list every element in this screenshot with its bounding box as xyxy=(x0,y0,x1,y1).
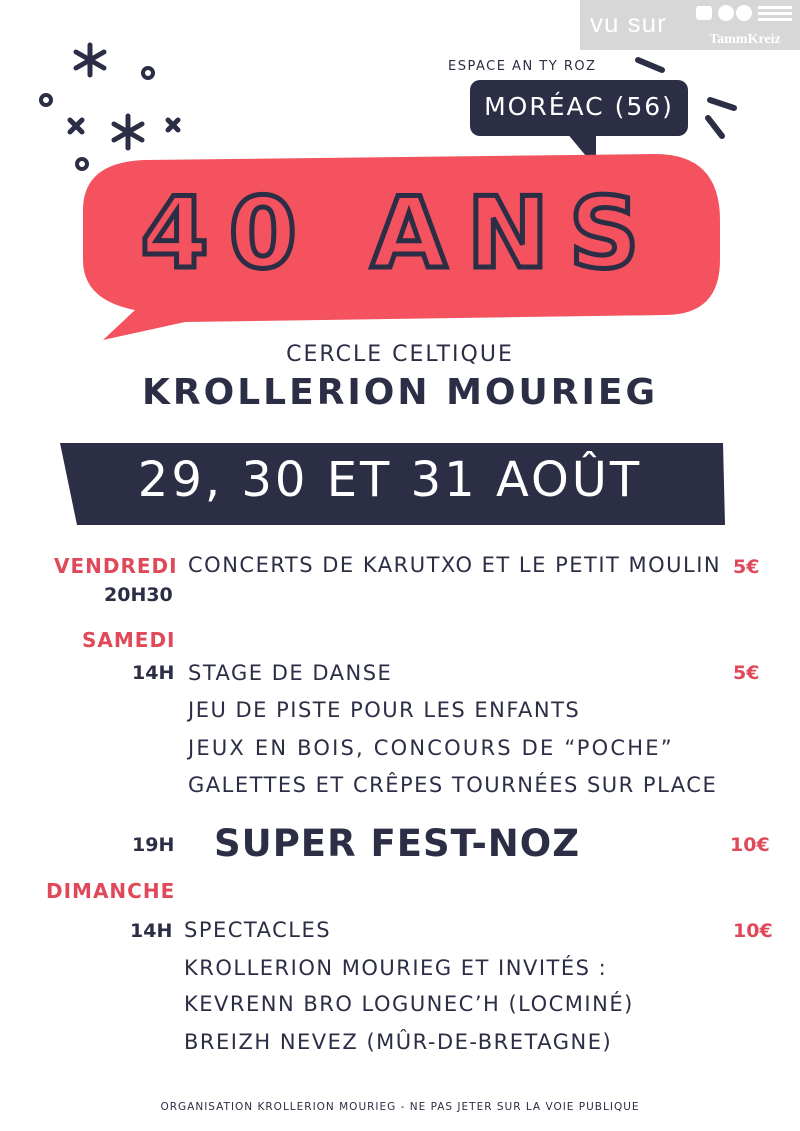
time-vendredi: 20H30 xyxy=(104,584,173,606)
anniversary-title: 40 ANS xyxy=(140,177,660,291)
day-vendredi: VENDREDI xyxy=(54,554,178,578)
price-vendredi: 5€ xyxy=(733,556,760,578)
activity-dimanche-4: BREIZH NEVEZ (MÛR-DE-BRETAGNE) xyxy=(184,1030,613,1054)
time-dimanche: 14H xyxy=(130,920,173,942)
watermark-prefix: vu sur xyxy=(590,8,667,38)
venue-label: ESPACE AN TY ROZ xyxy=(448,59,597,74)
footer-note: ORGANISATION KROLLERION MOURIEG - NE PAS JETER SUR LA VOIE PUBLIQUE xyxy=(160,1101,640,1113)
price-dimanche: 10€ xyxy=(733,920,773,942)
event-dates: 29, 30 ET 31 AOÛT xyxy=(137,452,643,508)
activity-dimanche-2: KROLLERION MOURIEG ET INVITÉS : xyxy=(184,956,608,980)
activity-samedi-4: GALETTES ET CRÊPES TOURNÉES SUR PLACE xyxy=(188,773,718,797)
day-samedi: SAMEDI xyxy=(82,628,176,652)
club-name: KROLLERION MOURIEG xyxy=(142,372,658,413)
activity-samedi-3: JEUX EN BOIS, CONCOURS DE “POCHE” xyxy=(188,736,674,760)
activity-samedi-2: JEU DE PISTE POUR LES ENFANTS xyxy=(188,698,581,722)
price-samedi-afternoon: 5€ xyxy=(733,662,760,684)
activity-dimanche-3: KEVRENN BRO LOGUNEC’H (LOCMINÉ) xyxy=(184,992,634,1016)
watermark-brand: TammKreiz xyxy=(709,32,781,47)
price-samedi-evening: 10€ xyxy=(730,834,770,856)
day-dimanche: DIMANCHE xyxy=(46,879,176,903)
fest-noz-title: SUPER FEST-NOZ xyxy=(214,822,581,865)
activity-dimanche-1: SPECTACLES xyxy=(184,918,332,942)
subtitle-cercle-celtique: CERCLE CELTIQUE xyxy=(286,342,514,367)
activity-vendredi: CONCERTS DE KARUTXO ET LE PETIT MOULIN xyxy=(188,553,722,577)
town-label: MORÉAC (56) xyxy=(484,92,674,121)
time-samedi-evening: 19H xyxy=(132,834,175,856)
time-samedi-afternoon: 14H xyxy=(132,662,175,684)
activity-samedi-1: STAGE DE DANSE xyxy=(188,661,393,685)
